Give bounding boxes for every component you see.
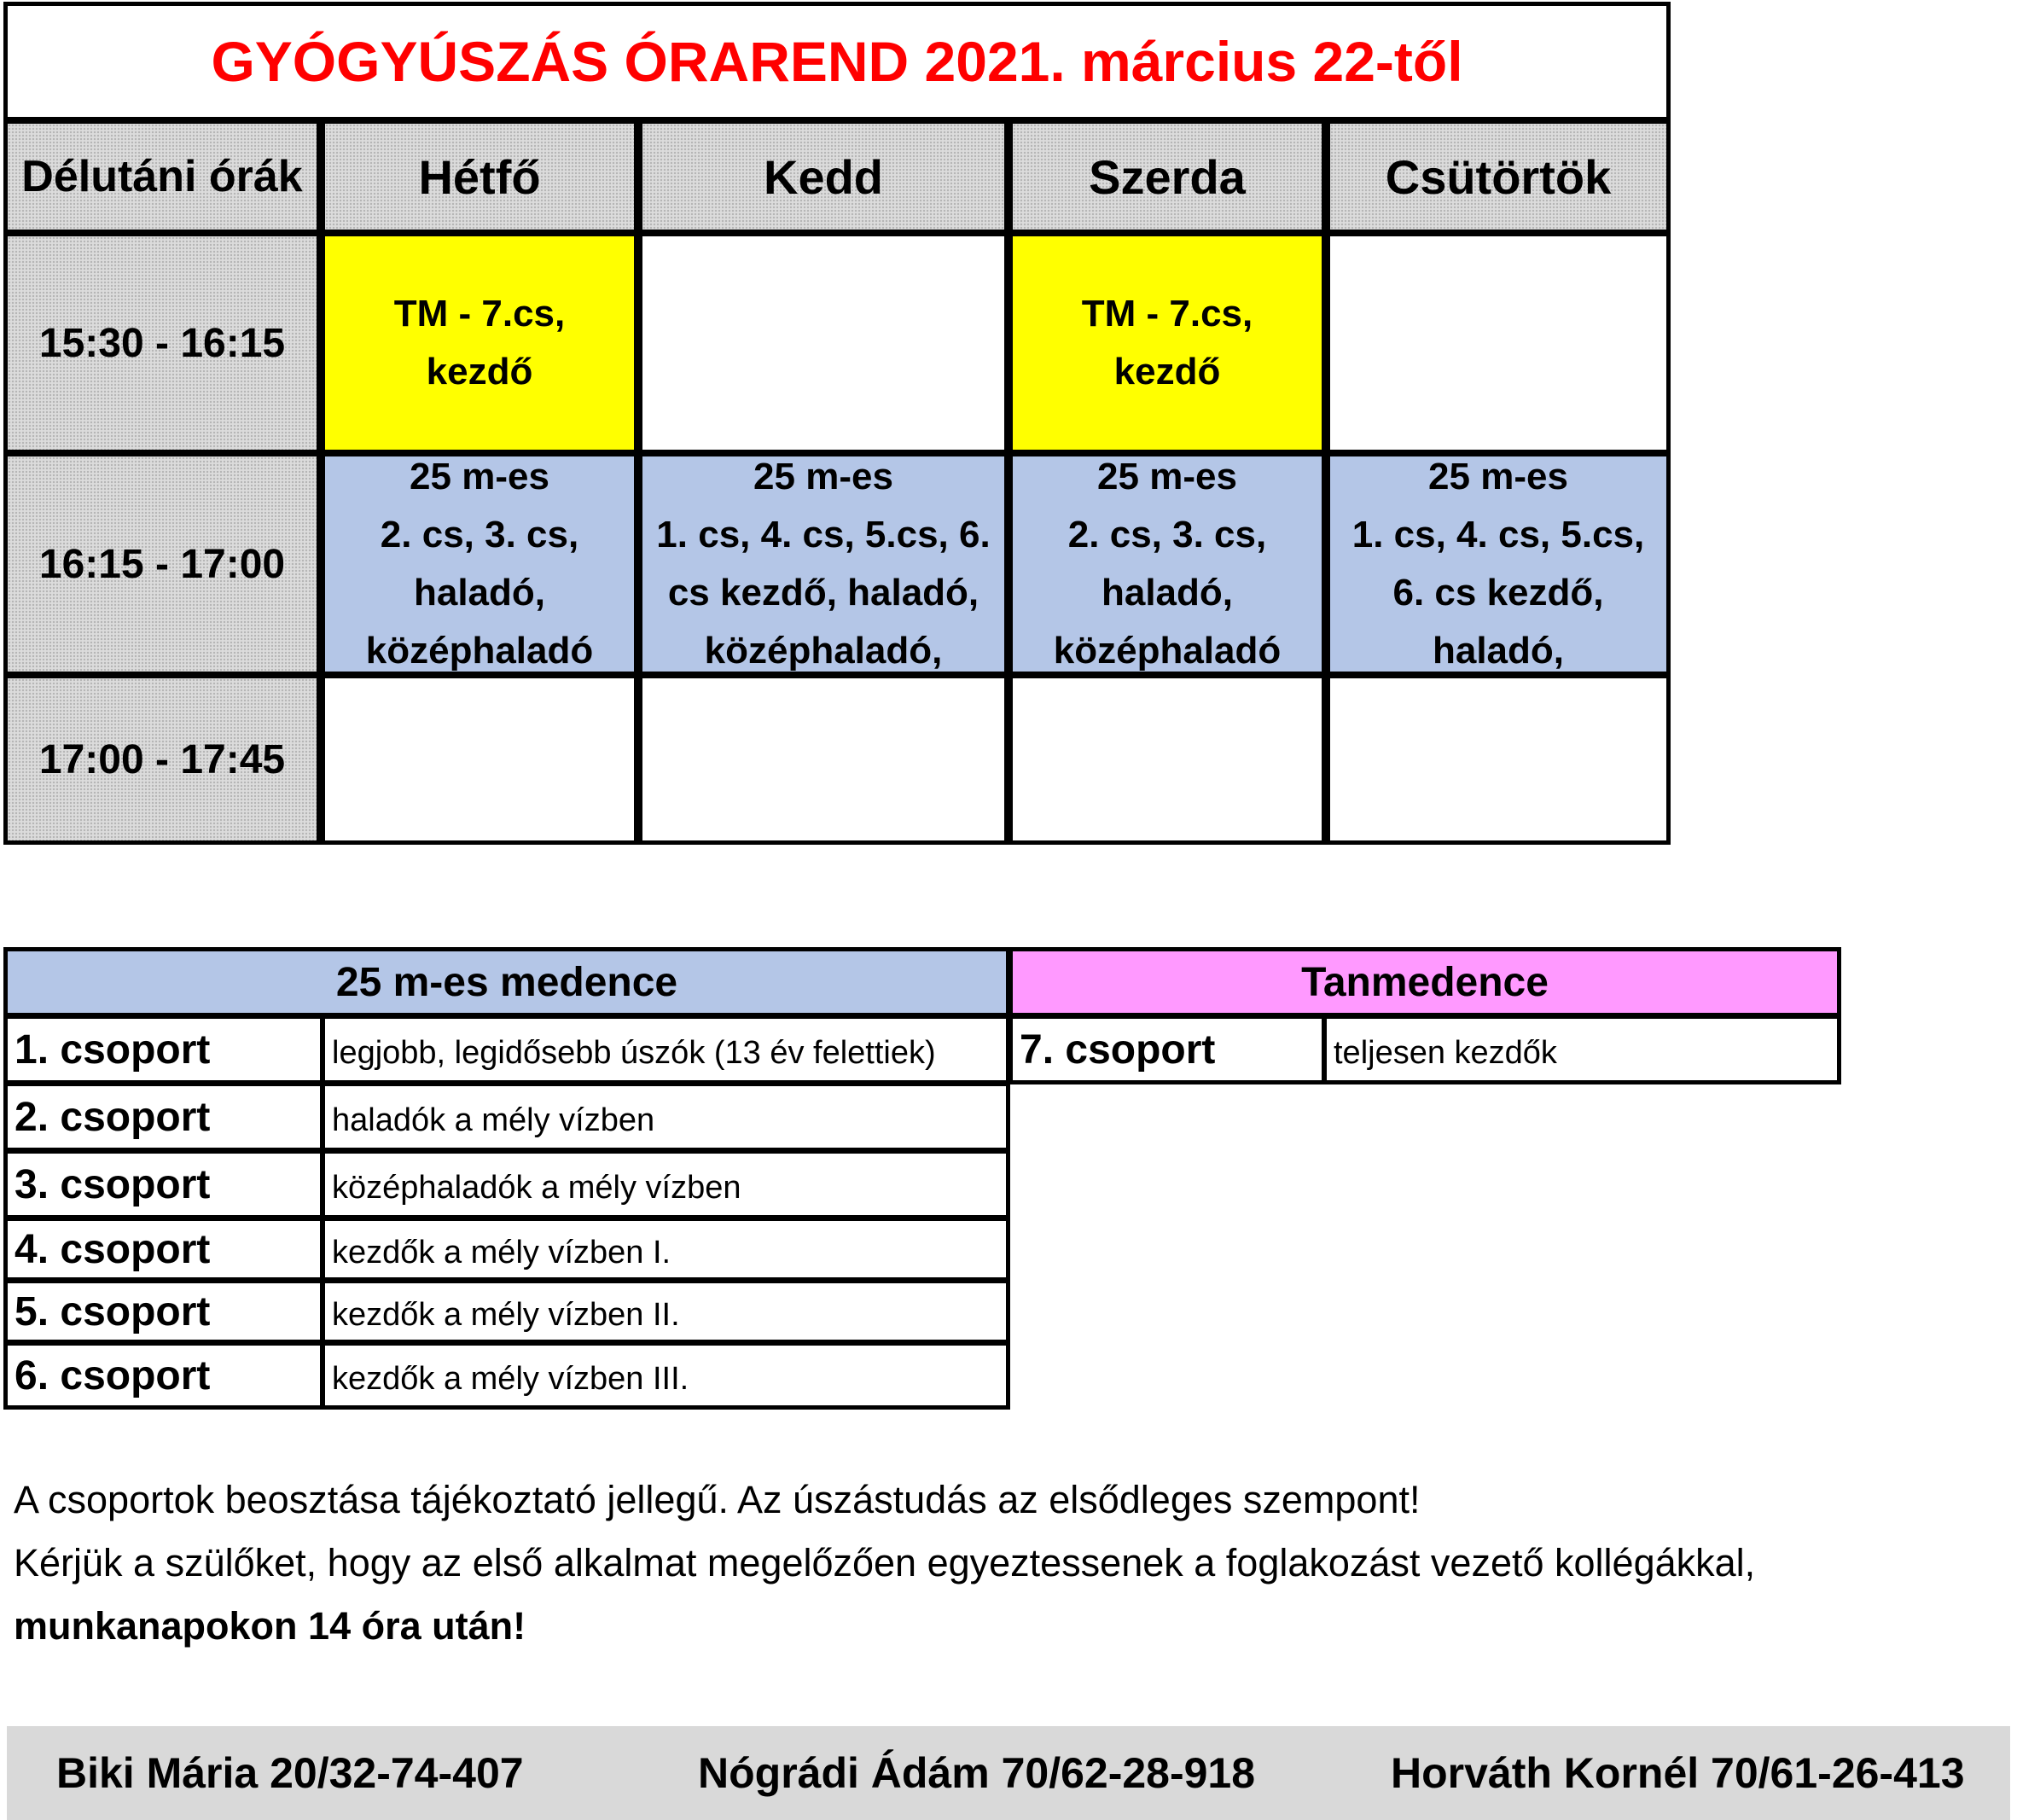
- header-corner: Délutáni órák: [3, 119, 321, 234]
- legend-group-name: 1. csoport: [3, 1015, 324, 1084]
- legend-group-desc: kezdők a mély vízben II.: [321, 1279, 1010, 1344]
- note-line-2: Kérjük a szülőket, hogy az első alkalmat megelőzően egyeztessenek a foglakozást vezető kollégákkal,: [14, 1541, 1756, 1585]
- header-day-thursday: Csütörtök: [1326, 119, 1671, 234]
- session-tue-2: 25 m-es 1. cs, 4. cs, 5.cs, 6. cs kezdő, haladó, középhaladó,: [638, 452, 1009, 676]
- time-slot-1: 15:30 - 16:15: [3, 232, 321, 454]
- legend-group-desc: haladók a mély vízben: [321, 1082, 1010, 1152]
- contact-3: Horváth Kornél 70/61-26-413: [1391, 1749, 1965, 1797]
- legend-group-name: 5. csoport: [3, 1279, 324, 1344]
- header-day-wednesday: Szerda: [1009, 119, 1326, 234]
- header-day-monday: Hétfő: [321, 119, 638, 234]
- session-thu-2: 25 m-es 1. cs, 4. cs, 5.cs, 6. cs kezdő, haladó,: [1326, 452, 1671, 676]
- time-slot-3: 17:00 - 17:45: [3, 674, 321, 845]
- session-mon-3: [321, 674, 638, 845]
- session-mon-2: 25 m-es 2. cs, 3. cs, haladó, középhaladó: [321, 452, 638, 676]
- contacts-footer: [7, 1726, 2010, 1820]
- title-text: GYÓGYÚSZÁS ÓRAREND 2021. március 22-től: [211, 30, 1463, 93]
- session-thu-1: [1326, 232, 1671, 454]
- session-tue-3: [638, 674, 1009, 845]
- legend-group-name: 2. csoport: [3, 1082, 324, 1152]
- legend-group-name: 3. csoport: [3, 1149, 324, 1219]
- legend-group-desc: legjobb, legidősebb úszók (13 év felettiek): [321, 1015, 1010, 1084]
- contact-2: Nógrádi Ádám 70/62-28-918: [698, 1749, 1256, 1797]
- note-line-3: munkanapokon 14 óra után!: [14, 1604, 526, 1648]
- legend-group-name: 4. csoport: [3, 1217, 324, 1282]
- contact-1: Biki Mária 20/32-74-407: [56, 1749, 524, 1797]
- session-wed-3: [1009, 674, 1326, 845]
- legend-group-desc: kezdők a mély vízben III.: [321, 1341, 1010, 1410]
- note-line-1: A csoportok beosztása tájékoztató jellegű. Az úszástudás az elsődleges szempont!: [14, 1478, 1421, 1521]
- session-mon-1: TM - 7.cs, kezdő: [321, 232, 638, 454]
- session-wed-2: 25 m-es 2. cs, 3. cs, haladó, középhaladó: [1009, 452, 1326, 676]
- legend-tanmedence-title: Tanmedence: [1009, 947, 1841, 1017]
- legend-tan-group-desc: teljesen kezdők: [1322, 1015, 1841, 1084]
- legend-group-name: 6. csoport: [3, 1341, 324, 1410]
- legend-group-desc: kezdők a mély vízben I.: [321, 1217, 1010, 1282]
- header-day-tuesday: Kedd: [638, 119, 1009, 234]
- page-title: [3, 2, 1671, 121]
- session-thu-3: [1326, 674, 1671, 845]
- legend-tan-group-name: 7. csoport: [1009, 1015, 1326, 1084]
- legend-group-desc: középhaladók a mély vízben: [321, 1149, 1010, 1219]
- session-wed-1: TM - 7.cs, kezdő: [1009, 232, 1326, 454]
- time-slot-2: 16:15 - 17:00: [3, 452, 321, 676]
- session-tue-1: [638, 232, 1009, 454]
- legend-pool-title: 25 m-es medence: [3, 947, 1010, 1017]
